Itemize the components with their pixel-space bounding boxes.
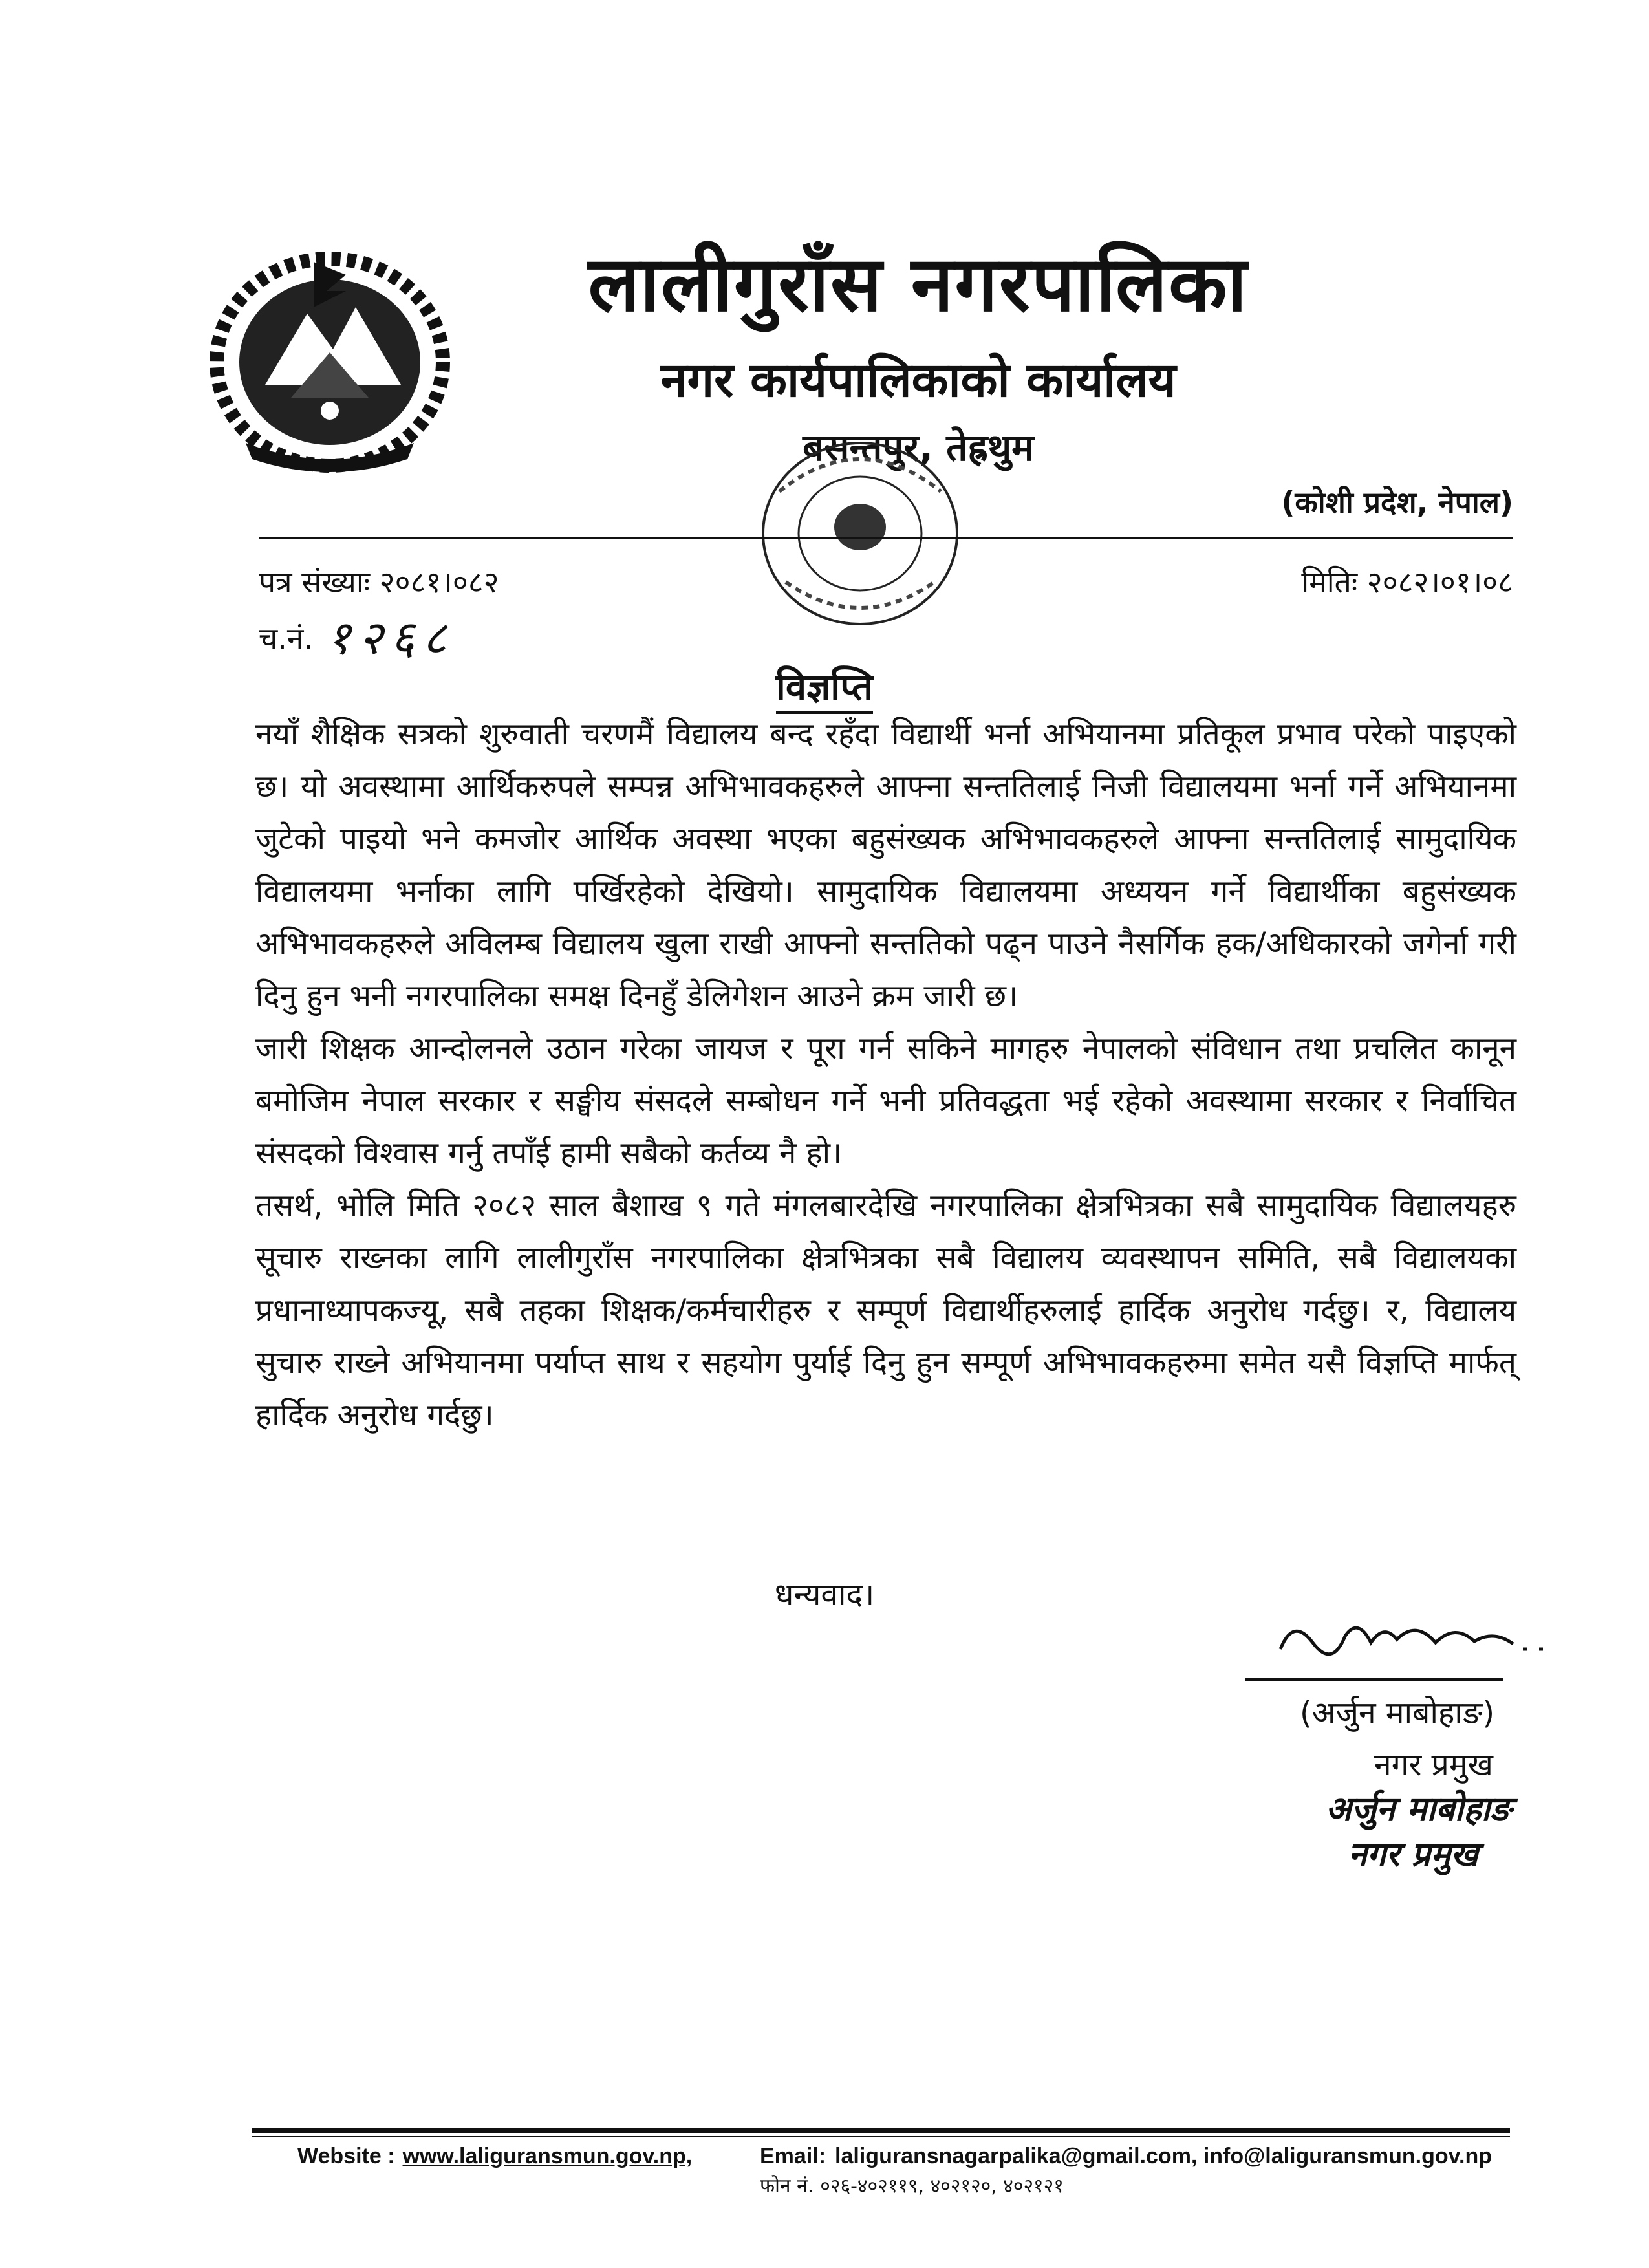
signatory-name: (अर्जुन माबोहाङ) xyxy=(1300,1695,1495,1731)
closing-text: धन्यवाद। xyxy=(774,1577,875,1613)
notice-paragraph: तसर्थ, भोलि मिति २०८२ साल बैशाख ९ गते मंगलबारदेखि नगरपालिका क्षेत्रभित्रका सबै सामुदायिक विद्यालयहरु सूचारु राख्नका लागि लालीगुराँस नगरपालिका क्षेत्रभित्रका सबै विद्यालय व्यवस्थापन समिति, सबै विद्यालयका प्रधानाध्यापकज्यू, सबै तहका शिक्षक/कर्मचारीहरु र सम्पूर्ण विद्यार्थीहरुलाई हार्दिक अनुरोध गर्दछु। र, विद्यालय सुचारु राख्ने अभियानमा पर्याप्त साथ र सहयोग पुर्याई दिनु हुन सम्पूर्ण अभिभावकहरुमा समेत यसै विज्ञप्ति मार्फत् हार्दिक अनुरोध गर्दछु। xyxy=(255,1188,1516,1433)
date-value: २०८२।०१।०८ xyxy=(1366,565,1513,599)
email-addresses[interactable]: laliguransnagarpalika@gmail.com, info@laliguransmun.gov.np xyxy=(835,2144,1493,2168)
footer-divider-thin xyxy=(252,2136,1510,2137)
notice-heading xyxy=(0,660,1649,711)
office-title: लालीगुराँस नगरपालिका xyxy=(588,239,1249,329)
chalani-value: १२६८ xyxy=(327,610,455,665)
email-label: Email: xyxy=(760,2144,826,2168)
chalani-label: च.नं. xyxy=(259,621,313,656)
footer-divider xyxy=(252,2128,1510,2133)
signatory-title: नगर प्रमुख xyxy=(1374,1747,1493,1783)
letter-date xyxy=(1301,561,1513,601)
office-address: बसन्तपुर, तेह्रथुम xyxy=(803,426,1034,470)
province-label: (कोशी प्रदेश, नेपाल) xyxy=(1281,485,1513,520)
footer-email xyxy=(760,2144,1492,2169)
reference-number xyxy=(259,561,499,601)
notice-body xyxy=(255,708,1516,1442)
date-label: मितिः xyxy=(1301,565,1358,599)
footer-phone xyxy=(760,2172,1064,2198)
footer-website xyxy=(297,2144,692,2169)
website-link[interactable]: www.laliguransmun.gov.np, xyxy=(402,2144,693,2168)
signature-line xyxy=(1245,1678,1503,1681)
name-stamp: अर्जुन माबोहाङ xyxy=(1326,1790,1512,1829)
notice-heading-text: विज्ञप्ति xyxy=(776,665,873,714)
reference-label: पत्र संख्याः xyxy=(259,565,371,599)
reference-value: २०८१।०८२ xyxy=(379,565,499,599)
notice-paragraph: जारी शिक्षक आन्दोलनले उठान गरेका जायज र पूरा गर्न सकिने मागहरु नेपालको संविधान तथा प्रचलित कानून बमोजिम नेपाल सरकार र सङ्घीय संसदले सम्बोधन गर्ने भनी प्रतिवद्धता भई रहेको अवस्थामा सरकार र निर्वाचित संसदको विश्वास गर्नु तपाँई हामी सबैको कर्तव्य नै हो। xyxy=(255,1031,1516,1171)
office-seal-stamp xyxy=(727,414,993,647)
office-subtitle: नगर कार्यपालिकाको कार्यालय xyxy=(660,352,1176,408)
nepal-emblem-icon xyxy=(194,236,466,479)
notice-paragraph: नयाँ शैक्षिक सत्रको शुरुवाती चरणमैं विद्यालय बन्द रहँदा विद्यार्थी भर्ना अभियानमा प्रतिकूल प्रभाव परेको पाइएको छ। यो अवस्थामा आर्थिकरुपले सम्पन्न अभिभावकहरुले आफ्ना सन्ततिलाई निजी विद्यालयमा भर्ना गर्ने अभियानमा जुटेको पाइयो भने कमजोर आर्थिक अवस्था भएका बहुसंख्यक अभिभावकहरुले आफ्ना सन्ततिलाई सामुदायिक विद्यालयमा भर्नाका लागि पर्खिरहेको देखियो। सामुदायिक विद्यालयमा अध्ययन गर्ने विद्यार्थीका बहुसंख्यक अभिभावकहरुले अविलम्ब विद्यालय खुला राखी आफ्नो सन्ततिको पढ्न पाउने नैसर्गिक हक/अधिकारको जगेर्ना गरी दिनु हुन भनी नगरपालिका समक्ष दिनहुँ डेलिगेशन आउने क्रम जारी छ। xyxy=(255,717,1516,1014)
website-label: Website : xyxy=(297,2144,395,2168)
handwritten-signature xyxy=(1267,1604,1578,1681)
title-stamp: नगर प्रमुख xyxy=(1348,1835,1478,1874)
header-divider xyxy=(259,537,1513,539)
phone-numbers: ०२६-४०२११९, ४०२१२०, ४०२१२१ xyxy=(820,2175,1064,2198)
phone-label: फोन नं. xyxy=(760,2175,814,2198)
